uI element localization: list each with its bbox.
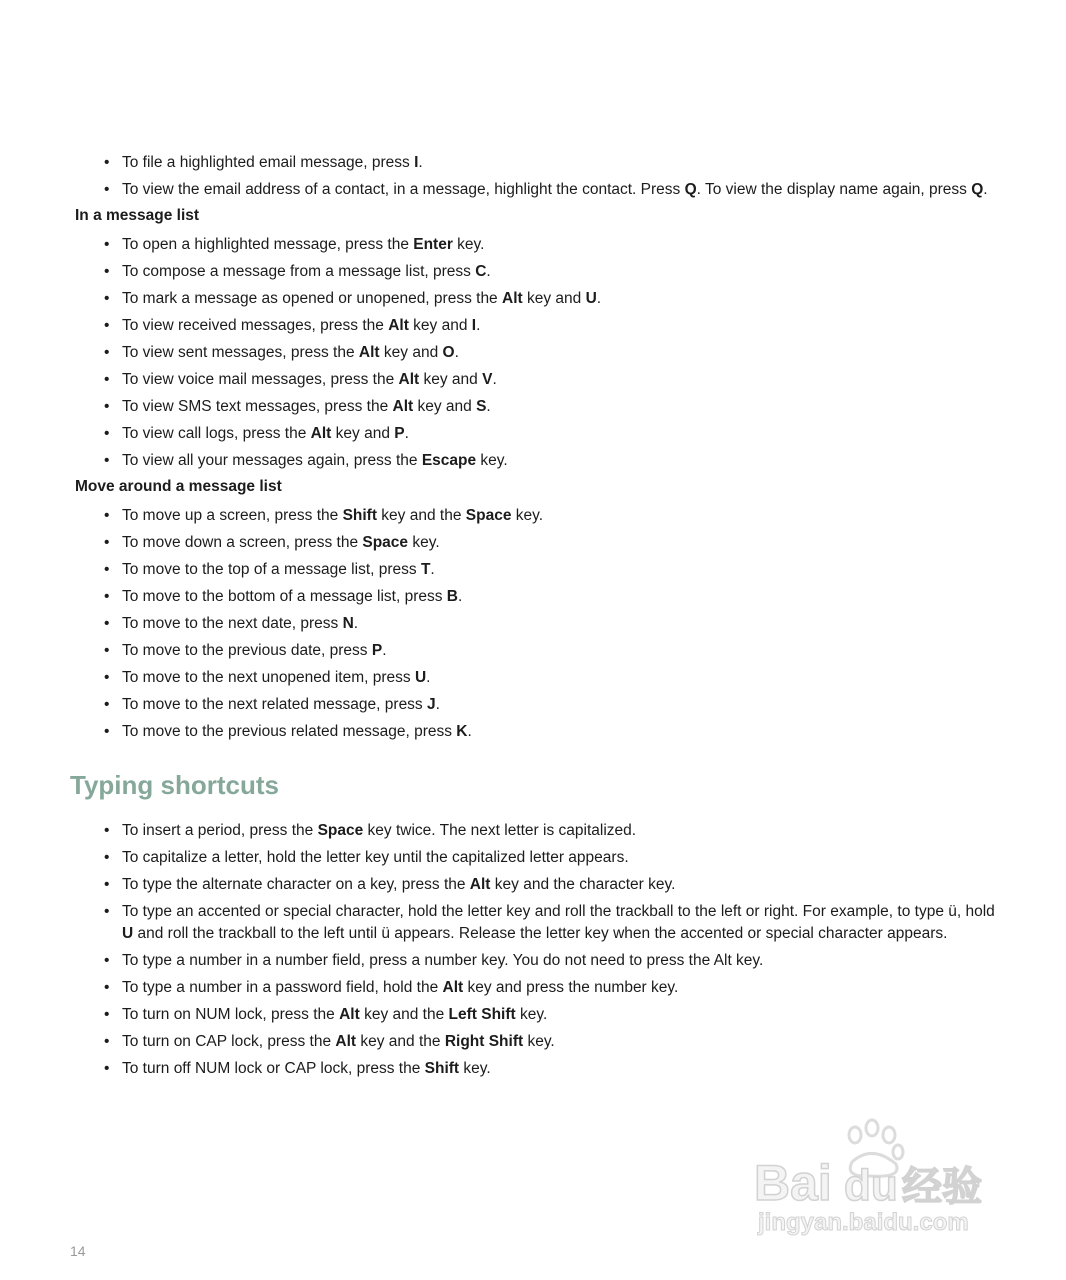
key-name: Alt bbox=[339, 1005, 360, 1023]
typing-shortcuts-list bbox=[0, 820, 1066, 1085]
key-name: Alt bbox=[358, 344, 380, 361]
key-name: P bbox=[394, 425, 405, 442]
key-name: Alt bbox=[469, 876, 491, 893]
list-item: • To move to the bottom of a message list, press B. bbox=[0, 586, 1066, 608]
key-name: Alt bbox=[388, 317, 409, 334]
list-item: • To open a highlighted message, press the Enter key. bbox=[0, 234, 1066, 256]
key-name: Q bbox=[684, 181, 697, 198]
key-name: C bbox=[475, 263, 487, 280]
message-list-shortcuts bbox=[0, 234, 1066, 477]
key-name: B bbox=[446, 588, 458, 605]
key-name: Alt bbox=[442, 978, 464, 996]
message-list-heading: In a message list bbox=[75, 207, 200, 224]
key-name: U bbox=[414, 669, 427, 686]
key-name: U bbox=[585, 290, 597, 307]
baidu-watermark bbox=[752, 1118, 1012, 1238]
list-item: • To view the email address of a contact, in a message, highlight the contact. Press Q. To view the display name again, press Q. bbox=[0, 179, 1066, 201]
key-name: Alt bbox=[502, 290, 523, 307]
list-item: • To type a number in a password field, hold the Alt key and press the number key. bbox=[0, 977, 1066, 999]
key-name: Space bbox=[362, 534, 409, 551]
move-around-heading: Move around a message list bbox=[75, 478, 282, 495]
svg-text:Bai: Bai bbox=[754, 1155, 832, 1211]
svg-text:jingyan.baidu.com: jingyan.baidu.com bbox=[758, 1209, 969, 1236]
key-name: Escape bbox=[421, 452, 477, 469]
list-item: • To type the alternate character on a key, press the Alt key and the character key. bbox=[0, 874, 1066, 896]
page-number: 14 bbox=[70, 1243, 86, 1259]
key-name: S bbox=[476, 398, 487, 415]
list-item: • To turn on NUM lock, press the Alt key and the Left Shift key. bbox=[0, 1004, 1066, 1026]
svg-text:经验: 经验 bbox=[902, 1164, 982, 1210]
list-item: • To view all your messages again, press the Escape key. bbox=[0, 450, 1066, 472]
key-name: T bbox=[420, 561, 431, 578]
list-item: • To view SMS text messages, press the Alt key and S. bbox=[0, 396, 1066, 418]
list-item: • To move to the next date, press N. bbox=[0, 613, 1066, 635]
list-item: • To move up a screen, press the Shift key and the Space key. bbox=[0, 505, 1066, 527]
list-item: • To view sent messages, press the Alt key and O. bbox=[0, 342, 1066, 364]
key-name: Space bbox=[465, 507, 512, 524]
typing-shortcuts-heading: Typing shortcuts bbox=[70, 770, 279, 800]
key-name: Alt bbox=[335, 1032, 357, 1050]
list-item: • To type an accented or special character, hold the letter key and roll the trackball to the left or right. For example, to type ü, hold U and roll the trackball to the left until ü appears. Release the letter key when the accented or special character appears. bbox=[0, 901, 1066, 944]
list-item: • To move to the next unopened item, press U. bbox=[0, 667, 1066, 689]
list-item: • To file a highlighted email message, press I. bbox=[0, 152, 1066, 174]
key-name: U bbox=[122, 924, 134, 942]
key-name: N bbox=[342, 615, 354, 632]
key-name: Q bbox=[971, 181, 984, 198]
svg-text:du: du bbox=[844, 1161, 898, 1210]
list-item: • To turn on CAP lock, press the Alt key and the Right Shift key. bbox=[0, 1031, 1066, 1053]
list-item: • To move to the top of a message list, press T. bbox=[0, 559, 1066, 581]
key-name: Alt bbox=[392, 398, 414, 415]
list-item: • To mark a message as opened or unopened, press the Alt key and U. bbox=[0, 288, 1066, 310]
list-item: • To view received messages, press the Alt key and I. bbox=[0, 315, 1066, 337]
key-name: Space bbox=[317, 822, 364, 839]
move-around-shortcuts bbox=[0, 505, 1066, 748]
list-item: • To insert a period, press the Space key twice. The next letter is capitalized. bbox=[0, 820, 1066, 842]
key-name: Left Shift bbox=[448, 1005, 516, 1023]
list-item: • To compose a message from a message list, press C. bbox=[0, 261, 1066, 283]
intro-list bbox=[0, 152, 1066, 206]
list-item: • To move to the next related message, press J. bbox=[0, 694, 1066, 716]
key-name: P bbox=[371, 642, 383, 659]
list-item: • To move to the previous related message, press K. bbox=[0, 721, 1066, 743]
key-name: V bbox=[482, 371, 493, 388]
key-name: Shift bbox=[424, 1059, 460, 1077]
list-item: • To view voice mail messages, press the Alt key and V. bbox=[0, 369, 1066, 391]
list-item: • To move down a screen, press the Space key. bbox=[0, 532, 1066, 554]
key-name: Right Shift bbox=[444, 1032, 524, 1050]
list-item: • To turn off NUM lock or CAP lock, press the Shift key. bbox=[0, 1058, 1066, 1080]
list-item: • To type a number in a number field, press a number key. You do not need to press the Alt key. bbox=[0, 950, 1066, 972]
key-name: Shift bbox=[342, 507, 377, 524]
list-item: • To view call logs, press the Alt key and P. bbox=[0, 423, 1066, 445]
key-name: Alt bbox=[398, 371, 420, 388]
key-name: K bbox=[456, 723, 468, 740]
key-name: O bbox=[442, 344, 455, 361]
key-name: Enter bbox=[413, 236, 453, 253]
key-name: I bbox=[471, 317, 477, 334]
list-item: • To capitalize a letter, hold the letter key until the capitalized letter appears. bbox=[0, 847, 1066, 869]
key-name: Alt bbox=[310, 425, 332, 442]
key-name: I bbox=[414, 154, 419, 171]
key-name: J bbox=[427, 696, 436, 713]
list-item: • To move to the previous date, press P. bbox=[0, 640, 1066, 662]
